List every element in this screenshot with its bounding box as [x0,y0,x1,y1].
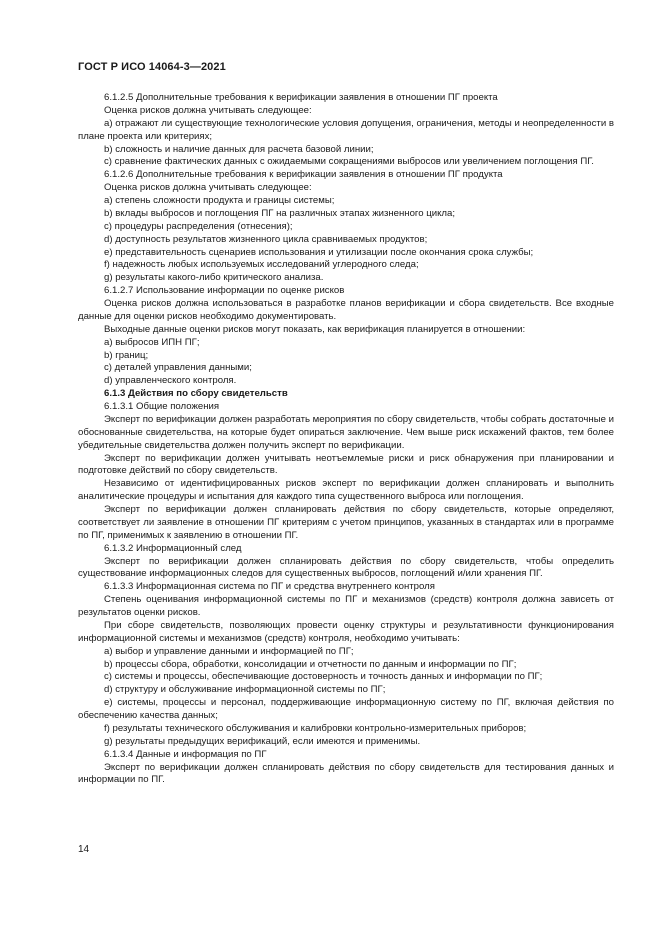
paragraph: Эксперт по верификации должен учитывать неотъемлемые риски и риск обнаружения при планировании и подготовке действий по сбору свидетельств. [78,452,614,477]
paragraph: Оценка рисков должна учитывать следующее: [104,104,312,116]
subsection-heading: 6.1.2.7 Использование информации по оценке рисков [104,285,345,297]
paragraph: Эксперт по верификации должен спланировать действия по сбору свидетельств, чтобы определить существование информационных следов для существенных выбросов, поглощений и/или хранения ПГ. [78,555,614,580]
list-item: f) надежность любых используемых исследований углеродного следа; [104,259,419,271]
document-body [78,92,614,787]
subsection-heading: 6.1.2.6 Дополнительные требования к верификации заявления в отношении ПГ продукта [104,169,503,181]
list-item: d) управленческого контроля. [104,375,237,387]
list-item: e) системы, процессы и персонал, поддерживающие информационную систему по ПГ, включая действия по обеспечению качества данных; [78,697,614,721]
paragraph: Независимо от идентифицированных рисков эксперт по верификации должен спланировать и выполнить аналитические процедуры и испытания для каждого типа существенного выброса или поглощения. [78,478,614,503]
list-item: c) системы и процессы, обеспечивающие достоверность и точность данных и информации по ПГ; [104,671,543,683]
paragraph: Оценка рисков должна использоваться в разработке планов верификации и сбора свидетельств. Все входные данные для оценки рисков необходимо документировать. [78,298,614,322]
list-item: d) структуру и обслуживание информационной системы по ПГ; [104,684,386,696]
standard-header: ГОСТ Р ИСО 14064-3—2021 [78,61,226,73]
list-item: c) деталей управления данными; [104,362,252,374]
subsection-heading: 6.1.3.1 Общие положения [104,401,220,412]
list-item: b) вклады выбросов и поглощения ПГ на различных этапах жизненного цикла; [104,207,455,219]
list-item: a) выбросов ИПН ПГ; [104,336,200,348]
page-number: 14 [78,844,90,855]
list-item: c) сравнение фактических данных с ожидаемыми сокращениями выбросов или увеличением поглощения ПГ. [104,156,594,168]
list-item: f) результаты технического обслуживания и калибровки контрольно-измерительных приборов; [104,722,527,734]
paragraph: При сборе свидетельств, позволяющих провести оценку структуры и результативности функционирования информационной системы и механизмов (средств) контроля, необходимо учитывать: [78,619,614,644]
paragraph: Эксперт по верификации должен спланировать действия по сбору свидетельств для тестирования данных и информации по ПГ. [78,761,614,786]
paragraph: Выходные данные оценки рисков могут показать, как верификация планируется в отношении: [104,323,526,335]
list-item: g) результаты какого-либо критического анализа. [104,272,324,284]
section-heading: 6.1.3 Действия по сбору свидетельств [104,388,288,400]
list-item: c) процедуры распределения (отнесения); [104,220,293,232]
list-item: d) доступность результатов жизненного цикла сравниваемых продуктов; [104,233,428,245]
subsection-heading: 6.1.3.3 Информационная система по ПГ и средства внутреннего контроля [104,581,435,593]
paragraph: Степень оценивания информационной системы по ПГ и механизмов (средств) контроля должна зависеть от результатов оценки рисков. [78,594,614,618]
list-item: a) отражают ли существующие технологические условия допущения, ограничения, методы и неопределенности в плане проекта или критериях; [78,117,614,142]
list-item: g) результаты предыдущих верификаций, если имеются и применимы. [104,735,421,747]
list-item: b) сложность и наличие данных для расчета базовой линии; [104,143,374,155]
subsection-heading: 6.1.3.2 Информационный след [104,542,242,554]
paragraph: Эксперт по верификации должен спланировать действия по сбору свидетельств, которые определяют, соответствует ли заявление в отношении ПГ критериям с учетом принципов, указанных в стандартах или в программе по ПГ, применимых к заявлению в отношении ПГ. [78,504,614,541]
list-item: e) представительность сценариев использования и утилизации после окончания срока службы; [104,246,534,258]
subsection-heading: 6.1.3.4 Данные и информация по ПГ [104,748,267,760]
list-item: b) границ; [104,349,149,361]
paragraph: Оценка рисков должна учитывать следующее: [104,182,312,194]
list-item: a) выбор и управление данными и информацией по ПГ; [104,645,354,657]
paragraph: Эксперт по верификации должен разработать мероприятия по сбору свидетельств, чтобы собрать достаточные и обоснованные свидетельства, на которые будет опираться заключение. Чем выше риск искажений фактов, тем более убедительные свидетельства должен получить эксперт по верификации. [78,413,614,451]
list-item: a) степень сложности продукта и границы системы; [104,195,335,206]
subsection-heading: 6.1.2.5 Дополнительные требования к верификации заявления в отношении ПГ проекта [104,92,498,103]
list-item: b) процессы сбора, обработки, консолидации и отчетности по данным и информации по ПГ; [104,658,517,670]
